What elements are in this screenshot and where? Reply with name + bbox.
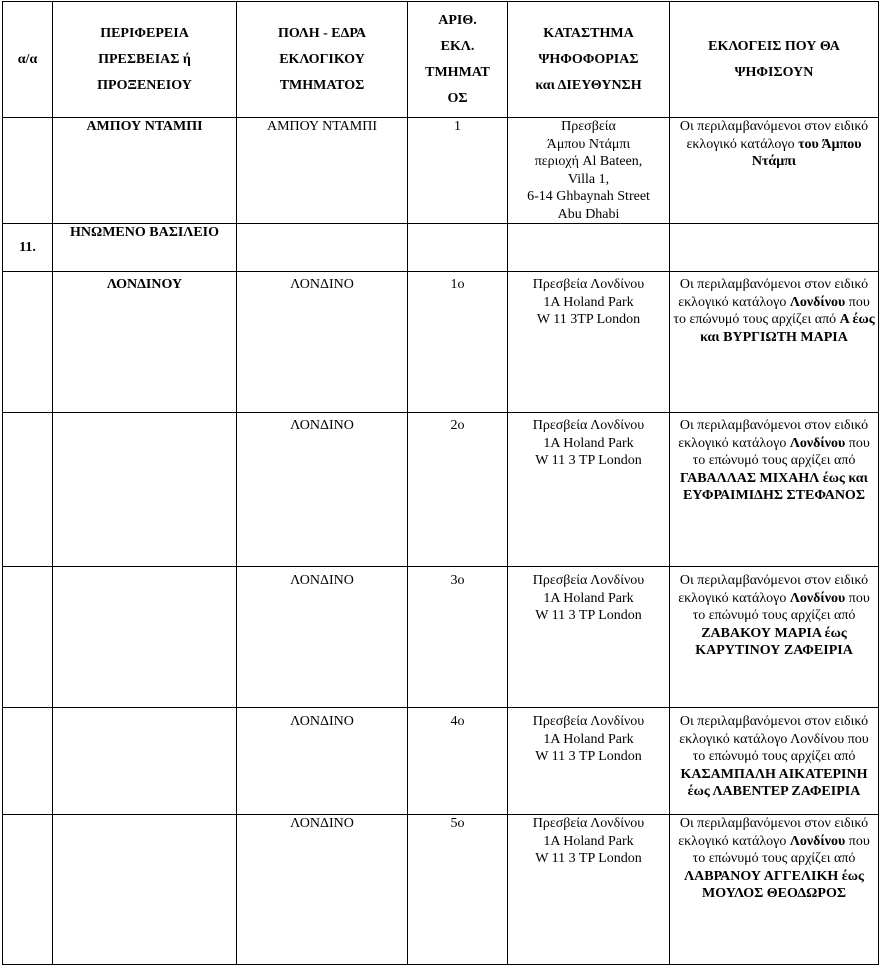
header-region: ΠΕΡΙΦΕΡΕΙΑ ΠΡΕΣΒΕΙΑΣ ή ΠΡΟΞΕΝΕΙΟΥ bbox=[53, 2, 237, 118]
cell-region: ΛΟΝΔΙΝΟΥ bbox=[53, 272, 237, 413]
header-store: ΚΑΤΑΣΤΗΜΑ ΨΗΦΟΦΟΡΙΑΣ και ΔΙΕΥΘΥΝΣΗ bbox=[508, 2, 670, 118]
cell-region: ΑΜΠΟΥ ΝΤΑΜΠΙ bbox=[53, 118, 237, 224]
cell-address: Πρεσβεία Λονδίνου 1A Holand Park W 11 3 TP London bbox=[508, 567, 670, 708]
table-row-london-4 bbox=[3, 708, 879, 815]
cell-aa bbox=[3, 272, 53, 413]
cell-voters: Οι περιλαμβανόμενοι στον ειδικό εκλογικό κατάλογο Λονδίνου που το επώνυμό τους αρχίζει από ΓΑΒΑΛΛΑΣ ΜΙΧΑΗΛ έως και ΕΥΦΡΑΙΜΙΔΗΣ ΣΤΕΦΑΝΟΣ bbox=[670, 413, 879, 567]
table-row-london-1 bbox=[3, 272, 879, 413]
cell-city: ΛΟΝΔΙΝΟ bbox=[237, 272, 408, 413]
cell-number: 4ο bbox=[408, 708, 508, 815]
cell-region bbox=[53, 567, 237, 708]
cell-address: Πρεσβεία Άμπου Ντάμπι περιοχή Al Bateen, Villa 1, 6-14 Ghbaynah Street Abu Dhabi bbox=[508, 118, 670, 224]
cell-city: ΛΟΝΔΙΝΟ bbox=[237, 413, 408, 567]
cell-voters: Οι περιλαμβανόμενοι στον ειδικό εκλογικό κατάλογο Λονδίνου που το επώνυμό τους αρχίζει από ΛΑΒΡΑΝΟΥ ΑΓΓΕΛΙΚΗ έως ΜΟΥΛΟΣ ΘΕΟΔΩΡΟΣ bbox=[670, 815, 879, 965]
cell-voters: Οι περιλαμβανόμενοι στον ειδικό εκλογικό κατάλογο Λονδίνου που το επώνυμό τους αρχίζει από ΖΑΒΑΚΟΥ ΜΑΡΙΑ έως ΚΑΡΥΤΙΝΟΥ ΖΑΦΕΙΡΙΑ bbox=[670, 567, 879, 708]
table-row-uk bbox=[3, 224, 879, 272]
table-row-london-3 bbox=[3, 567, 879, 708]
cell-aa: 11. bbox=[3, 224, 53, 272]
cell-aa bbox=[3, 815, 53, 965]
header-city: ΠΟΛΗ - ΕΔΡΑ ΕΚΛΟΓΙΚΟΥ ΤΜΗΜΑΤΟΣ bbox=[237, 2, 408, 118]
header-voters: ΕΚΛΟΓΕΙΣ ΠΟΥ ΘΑ ΨΗΦΙΣΟΥΝ bbox=[670, 2, 879, 118]
cell-address: Πρεσβεία Λονδίνου 1A Holand Park W 11 3 TP London bbox=[508, 708, 670, 815]
polling-stations-table bbox=[2, 1, 879, 965]
cell-number: 1 bbox=[408, 118, 508, 224]
cell-address: Πρεσβεία Λονδίνου 1A Holand Park W 11 3TP London bbox=[508, 272, 670, 413]
cell-city: ΛΟΝΔΙΝΟ bbox=[237, 815, 408, 965]
cell-number: 2ο bbox=[408, 413, 508, 567]
cell-number: 1ο bbox=[408, 272, 508, 413]
cell-number: 3ο bbox=[408, 567, 508, 708]
cell-region bbox=[53, 413, 237, 567]
cell-empty bbox=[237, 224, 408, 272]
cell-aa bbox=[3, 118, 53, 224]
header-aa: α/α bbox=[3, 2, 53, 118]
cell-voters: Οι περιλαμβανόμενοι στον ειδικό εκλογικό κατάλογο του Άμπου Ντάμπι bbox=[670, 118, 879, 224]
cell-region bbox=[53, 708, 237, 815]
header-row bbox=[3, 2, 879, 118]
cell-voters: Οι περιλαμβανόμενοι στον ειδικό εκλογικό κατάλογο Λονδίνου που το επώνυμό τους αρχίζει από ΚΑΣΑΜΠΑΛΗ ΑΙΚΑΤΕΡΙΝΗ έως ΛΑΒΕΝΤΕΡ ΖΑΦΕΙΡΙΑ bbox=[670, 708, 879, 815]
cell-aa bbox=[3, 413, 53, 567]
cell-empty bbox=[408, 224, 508, 272]
cell-address: Πρεσβεία Λονδίνου 1A Holand Park W 11 3 TP London bbox=[508, 413, 670, 567]
cell-empty bbox=[508, 224, 670, 272]
cell-voters: Οι περιλαμβανόμενοι στον ειδικό εκλογικό κατάλογο Λονδίνου που το επώνυμό τους αρχίζει από Α έως και ΒΥΡΓΙΩΤΗ ΜΑΡΙΑ bbox=[670, 272, 879, 413]
cell-aa bbox=[3, 567, 53, 708]
cell-country: ΗΝΩΜΕΝΟ ΒΑΣΙΛΕΙΟ bbox=[53, 224, 237, 272]
cell-city: ΛΟΝΔΙΝΟ bbox=[237, 567, 408, 708]
cell-address: Πρεσβεία Λονδίνου 1A Holand Park W 11 3 TP London bbox=[508, 815, 670, 965]
table-row-london-2 bbox=[3, 413, 879, 567]
table-row-abudhabi bbox=[3, 118, 879, 224]
cell-city: ΑΜΠΟΥ ΝΤΑΜΠΙ bbox=[237, 118, 408, 224]
table-row-london-5 bbox=[3, 815, 879, 965]
cell-city: ΛΟΝΔΙΝΟ bbox=[237, 708, 408, 815]
cell-empty bbox=[670, 224, 879, 272]
cell-number: 5ο bbox=[408, 815, 508, 965]
cell-region bbox=[53, 815, 237, 965]
header-number: ΑΡΙΘ. ΕΚΛ. ΤΜΗΜΑΤ ΟΣ bbox=[408, 2, 508, 118]
cell-aa bbox=[3, 708, 53, 815]
